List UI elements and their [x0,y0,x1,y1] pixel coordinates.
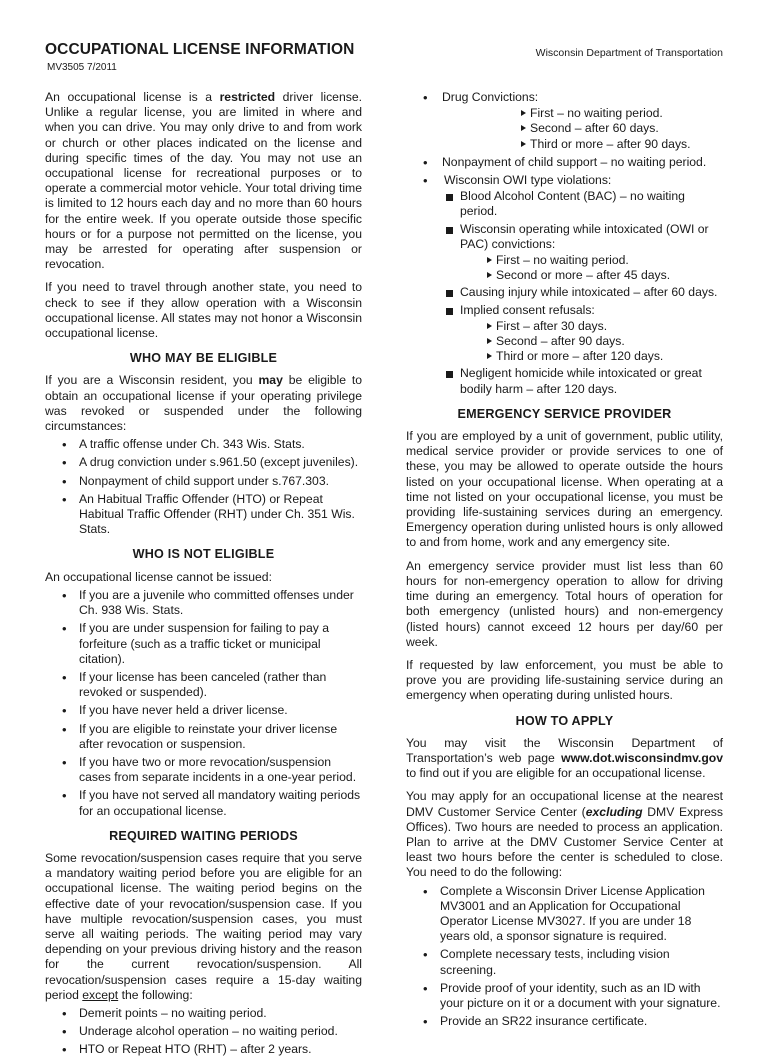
list-item-owi: • Wisconsin OWI type violations: Blood Alcohol Content (BAC) – no waiting period. Wisconsin operating while intoxicated (OWI or PAC) convictions: First – no waiting period. Second or more – after 45 days. Causing injury while intoxicated – after 60 days. Implied consent refusals: First – after 30 days. Second – after 90 days. Third or more – after 120 days. Negligent homicide while intoxicated or great bodily harm – after 120 days. [406,173,723,397]
list-item-drug-convictions: • Drug Convictions: First – no waiting period. Second – after 60 days. Third or more – after 90 days. [406,90,723,152]
not-eligible-heading: WHO IS NOT ELIGIBLE [132,547,275,562]
list-item: • Underage alcohol operation – no waiting period. [45,1024,362,1039]
apply-paragraph-1: You may visit the Wisconsin Department of Transportation’s web page www.dot.wisconsindmv.gov to find out if you are eligible for an occupational license. [406,735,723,781]
eligible-list [45,437,362,537]
implied-consent-sublist [406,319,723,365]
list-item: Wisconsin operating while intoxicated (OWI or PAC) convictions: First – no waiting period. Second or more – after 45 days. [406,222,723,284]
right-column [406,90,723,1035]
list-item: • If you are a juvenile who committed offenses under Ch. 938 Wis. Stats. [45,588,362,618]
owi-pac-sublist [406,253,723,283]
apply-paragraph-2: You may apply for an occupational license at the nearest DMV Customer Service Center (excluding DMV Express Offices). Two hours are needed to process an application. Plan to arrive at the DMV Customer Service Center at least two hours before the center is scheduled to close. You need to do the following: [406,789,723,880]
list-item: • If you have not served all mandatory waiting periods for an occupational license. [45,788,362,818]
apply-steps-list [406,884,723,1030]
list-item: Second – after 90 days. [406,334,723,349]
list-item: First – no waiting period. [406,253,723,268]
list-item: First – no waiting period. [442,106,723,121]
not-eligible-list [45,588,362,819]
list-item: • An Habitual Traffic Offender (HTO) or Repeat Habitual Traffic Offender (RHT) under Ch. 351 Wis. Stats. [45,492,362,538]
list-item: • A drug conviction under s.961.50 (except juveniles). [45,455,362,470]
list-item: • If you have two or more revocation/suspension cases from separate incidents in a one-year period. [45,755,362,785]
intro-paragraph-1: An occupational license is a restricted driver license. Unlike a regular license, you are limited in where and when you can drive. You may only drive to and from work or church or other places indicated on the license and during specific times of the day. You may not use an occupational license for recreational purposes or to operate a commercial motor vehicle. Your total driving time is limited to 12 hours each day and no more than 60 hours for the entire week. If you operate outside those specific hours or for a purpose not permitted on the license, you may be arrested for operating after suspension or revocation. [45,90,362,272]
owi-sublist [406,189,723,397]
list-item: Negligent homicide while intoxicated or great bodily harm – after 120 days. [406,366,723,396]
form-number: MV3505 7/2011 [47,62,117,73]
list-item: • Provide an SR22 insurance certificate. [406,1014,723,1029]
waiting-heading: REQUIRED WAITING PERIODS [109,828,298,843]
list-item: • Provide proof of your identity, such as an ID with your picture on it or a document with your signature. [406,981,723,1011]
eligible-heading: WHO MAY BE ELIGIBLE [129,351,278,366]
list-item: • Complete necessary tests, including vision screening. [406,947,723,977]
list-item: Second or more – after 45 days. [406,268,723,283]
list-item: • If your license has been canceled (rather than revoked or suspended). [45,670,362,700]
waiting-list-continued [406,90,723,397]
list-item: Implied consent refusals: First – after 30 days. Second – after 90 days. Third or more – after 120 days. [406,303,723,365]
emergency-heading: EMERGENCY SERVICE PROVIDER [457,406,672,421]
agency-name: Wisconsin Department of Transportation [535,47,723,59]
document-title: OCCUPATIONAL LICENSE INFORMATION [45,41,355,58]
not-eligible-intro: An occupational license cannot be issued: [45,569,272,584]
list-item-child-support: • Nonpayment of child support – no waiting period. [406,155,723,170]
waiting-list [45,1006,362,1058]
list-item: Blood Alcohol Content (BAC) – no waiting period. [406,189,723,219]
list-item: • A traffic offense under Ch. 343 Wis. Stats. [45,437,362,452]
emergency-paragraph-1: If you are employed by a unit of government, public utility, medical service provider or provide services to one of these, you may be allowed to operate outside the hours listed on your occupational license. When operating at a time not listed on your occupational license, you must be providing life-sustaining services during an emergency. Emergency operation during unlisted hours is only allowed to and from home, work and any emergency site. [406,429,723,550]
eligible-intro: If you are a Wisconsin resident, you may be eligible to obtain an occupational license if your operating privilege was revoked or suspended under the following circumstances: [45,373,362,434]
apply-heading: HOW TO APPLY [515,713,614,728]
emergency-paragraph-2: An emergency service provider must list less than 60 hours for non-emergency operation to allow for driving time during an emergency. Total hours of operation for both emergency (unlisted hours) and non-emergency (listed hours) cannot exceed 12 hours per day/60 per week. [406,558,723,649]
left-column [45,90,362,1064]
emergency-paragraph-3: If requested by law enforcement, you must be able to prove you are providing life-sustaining service during an emergency when operating during unlisted hours. [406,657,723,703]
list-item: Third or more – after 120 days. [406,349,723,364]
list-item: • If you are under suspension for failing to pay a forfeiture (such as a traffic ticket or municipal citation). [45,621,362,667]
list-item: Causing injury while intoxicated – after 60 days. [406,285,723,300]
waiting-intro: Some revocation/suspension cases require that you serve a mandatory waiting period before you are eligible for an occupational license. The waiting period begins on the effective date of your revocation/suspension case. If you have multiple revocation/suspension cases, you must serve all waiting periods. The waiting period may vary depending on your previous driving history and the reason for the current revocation/suspension. All revocation/suspension cases require a 15-day waiting period except the following: [45,850,362,1002]
list-item: • Nonpayment of child support under s.767.303. [45,474,362,489]
list-item: Third or more – after 90 days. [442,137,723,152]
list-item: • If you have never held a driver license. [45,703,362,718]
drug-sublist [442,106,723,152]
dmv-website-link[interactable]: www.dot.wisconsindmv.gov [561,750,723,765]
list-item: Second – after 60 days. [442,121,723,136]
list-item: • HTO or Repeat HTO (RHT) – after 2 years. [45,1042,362,1057]
intro-paragraph-2: If you need to travel through another state, you need to check to see if they allow operation with a Wisconsin occupational license. All states may not honor a Wisconsin occupational license. [45,280,362,341]
list-item: • If you are eligible to reinstate your driver license after revocation or suspension. [45,722,362,752]
list-item: First – after 30 days. [406,319,723,334]
list-item: • Demerit points – no waiting period. [45,1006,362,1021]
list-item: • Complete a Wisconsin Driver License Application MV3001 and an Application for Occupational Operator License MV3027. If you are under 18 years old, a sponsor signature is required. [406,884,723,945]
